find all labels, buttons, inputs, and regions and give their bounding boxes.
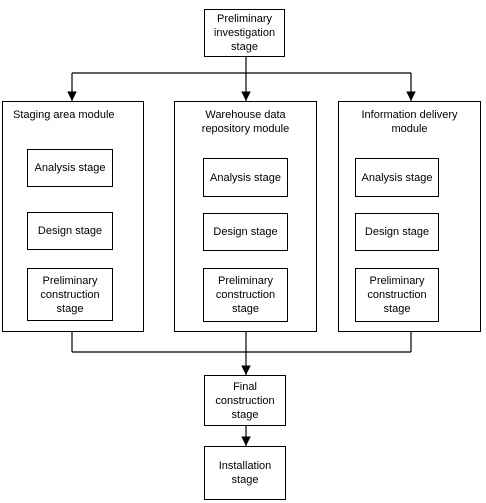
module2-preliminary-construction-stage-label: Preliminary construction stage — [215, 275, 276, 315]
module2-design-stage — [203, 213, 288, 251]
preliminary-investigation-stage-box — [204, 9, 285, 57]
information-delivery-module-title: Information delivery module — [361, 109, 458, 135]
preliminary-investigation-stage-label: Preliminary investigation stage — [213, 13, 276, 53]
module3-design-stage — [355, 213, 439, 251]
module2-design-stage-label: Design stage — [213, 226, 278, 238]
module1-preliminary-construction-stage-label: Preliminary construction stage — [40, 274, 100, 315]
module2-preliminary-construction-stage — [203, 268, 288, 322]
module3-design-stage-label: Design stage — [364, 226, 430, 238]
installation-stage-box — [204, 446, 286, 500]
module1-design-stage-label: Design stage — [37, 225, 103, 237]
final-construction-stage-box — [204, 375, 286, 426]
module1-analysis-stage — [27, 149, 113, 187]
module3-preliminary-construction-stage-label: Preliminary construction stage — [367, 275, 427, 315]
module3-analysis-stage — [355, 158, 439, 197]
final-construction-stage-label: Final construction stage — [215, 380, 275, 421]
module2-analysis-stage — [203, 158, 288, 197]
module1-design-stage — [27, 212, 113, 250]
module2-analysis-stage-label: Analysis stage — [210, 171, 281, 184]
module3-analysis-stage-label: Analysis stage — [361, 171, 433, 184]
module3-preliminary-construction-stage — [355, 268, 439, 322]
warehouse-data-repository-module-title: Warehouse data repository module — [201, 109, 290, 135]
installation-stage-label: Installation stage — [218, 460, 272, 486]
module1-analysis-stage-label: Analysis stage — [34, 162, 106, 174]
staging-area-module-title: Staging area module — [13, 109, 115, 121]
module1-preliminary-construction-stage — [27, 268, 113, 321]
